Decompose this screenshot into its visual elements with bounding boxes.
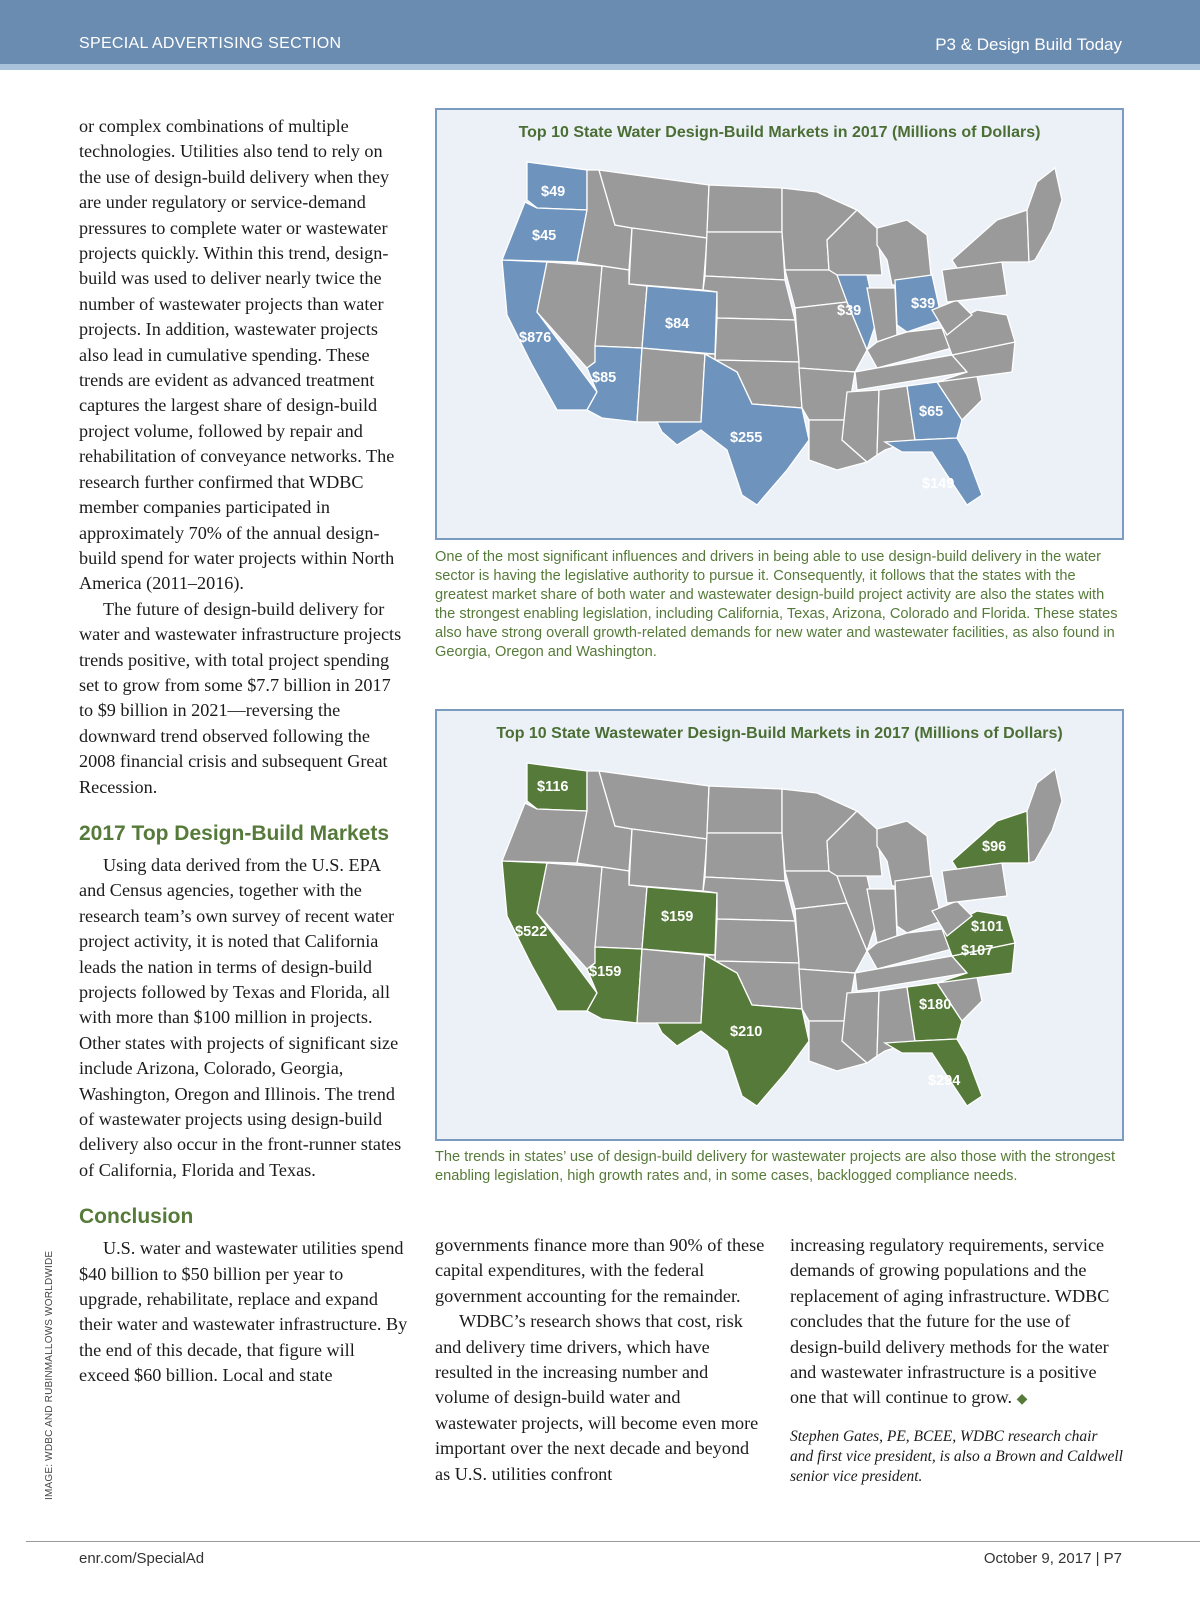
state-new-england xyxy=(1027,168,1062,262)
state-or xyxy=(502,803,587,863)
label-va: $101 xyxy=(971,919,1004,935)
state-pa xyxy=(942,863,1007,903)
state-nd xyxy=(707,786,782,833)
label-ga: $65 xyxy=(919,404,944,420)
map-caption: One of the most significant influences and drivers in being able to use design-build delivery in the water sector is having the legislative authority to pursue it. Consequently, it follows that the states with the greatest market share of both water and wastewater design-build project activity are also the states with the strongest enabling legislation, including California, Texas, Arizona, Colorado and Florida. These states also have strong overall growth-related demands for new water and wastewater facilities, as also found in Georgia, Oregon and Washington. xyxy=(435,549,1118,660)
section-label: SPECIAL ADVERTISING SECTION xyxy=(79,35,342,52)
state-ks xyxy=(715,318,799,362)
author-byline: Stephen Gates, PE, BCEE, WDBC research chair and first vice president, is also a Brown and Caldwell senior vice president. xyxy=(790,1427,1123,1485)
image-credit: IMAGE: WDBC AND RUBINMALLOWS WORLDWIDE xyxy=(44,1250,55,1500)
label-wa: $116 xyxy=(537,779,569,795)
body-text: increasing regulatory requirements, service demands of growing populations and the replacement of aging infrastructure. WDBC concludes that the future for the use of design-build delivery methods for the water and wastewater infrastructure is a positive one that will continue to grow. xyxy=(790,1235,1110,1408)
wastewater-map-figure xyxy=(435,709,1124,1141)
state-sd xyxy=(705,232,785,280)
footer-divider xyxy=(26,1541,1200,1542)
label-fl: $294 xyxy=(928,1073,961,1089)
state-sd xyxy=(705,833,785,881)
state-nd xyxy=(707,185,782,232)
state-ne xyxy=(703,877,795,921)
label-nc: $107 xyxy=(961,943,994,959)
state-new-england xyxy=(1027,769,1062,863)
label-wa: $49 xyxy=(541,184,566,200)
label-ny: $96 xyxy=(982,839,1007,855)
body-paragraph: governments finance more than 90% of these capital expenditures, with the federal government accounting for the remainder. xyxy=(435,1235,765,1306)
column-2 xyxy=(435,1233,765,1487)
end-mark-icon: ◆ xyxy=(1016,1392,1028,1408)
page-header xyxy=(0,0,1200,70)
footer-url: enr.com/SpecialAd xyxy=(79,1550,205,1567)
state-az xyxy=(587,947,642,1023)
map-caption: The trends in states’ use of design-build delivery for wastewater projects are also those with the strongest enabling legislation, high growth rates and, in some cases, backlogged compliance needs. xyxy=(435,1149,1116,1184)
section-heading: 2017 Top Design-Build Markets xyxy=(79,821,390,845)
label-ga: $180 xyxy=(919,997,952,1013)
body-paragraph xyxy=(790,1233,1123,1413)
label-tx: $255 xyxy=(730,430,763,446)
state-ne xyxy=(703,276,795,320)
body-paragraph: The future of design-build delivery for water and wastewater infrastructure projects trends positive, with total project spending set to grow from some $7.7 billion in 2017 to $9 billion in 2021—reversing the downward trend observed following the 2008 financial crisis and subsequent Great Recession. xyxy=(79,598,402,797)
water-map-figure xyxy=(435,108,1124,540)
label-az: $159 xyxy=(589,964,622,980)
column-1 xyxy=(79,114,409,1389)
state-oh xyxy=(895,876,942,933)
section-heading: Conclusion xyxy=(79,1205,194,1229)
publication-name: P3 & Design Build Today xyxy=(935,35,1122,54)
label-az: $85 xyxy=(592,370,617,386)
us-map xyxy=(437,110,1122,538)
label-ca: $876 xyxy=(519,330,552,346)
body-paragraph: Using data derived from the U.S. EPA and Census agencies, together with the research team’s own survey of recent water project activity, it is noted that California leads the nation in terms of design-build projects followed by Texas and Florida, all with more than $100 million in projects. Other states with projects of significant size include Arizona, Colorado, Georgia, Washington, Oregon and Illinois. The trend of wastewater projects using design-build delivery also occur in the front-runner states of California, Florida and Texas. xyxy=(79,854,402,1180)
body-paragraph: U.S. water and wastewater utilities spend $40 billion to $50 billion per year to upgrade, rehabilitate, replace and expand their water and wastewater infrastructure. By the end of this decade, that figure will exceed $60 billion. Local and state xyxy=(79,1238,408,1386)
label-ca: $522 xyxy=(515,924,548,940)
label-tx: $210 xyxy=(730,1024,763,1040)
body-paragraph: or complex combinations of multiple technologies. Utilities also tend to rely on the use of design-build delivery when they are under regulatory or service-demand pressures to complete water or wastewater projects quickly. Within this trend, design-build was used to deliver nearly twice the number of wastewater projects than water projects. In addition, wastewater projects also lead in cumulative spending. These trends are evident as advanced treatment captures the largest share of design-build project volume, followed by repair and rehabilitation of conveyance networks. The research further confirmed that WDBC member companies participated in approximately 70% of the annual design-build spend for water projects within North America (2011–2016). xyxy=(79,116,395,594)
label-il: $39 xyxy=(837,303,862,319)
label-fl: $149 xyxy=(922,476,955,492)
state-mi xyxy=(877,821,932,886)
state-fl xyxy=(885,438,982,505)
body-paragraph: WDBC’s research shows that cost, risk and delivery time drivers, which have resulted in the increasing number and volume of design-build water and wastewater projects, will become even more important over the next decade and beyond as U.S. utilities confront xyxy=(435,1311,759,1484)
map-title: Top 10 State Water Design-Build Markets in 2017 (Millions of Dollars) xyxy=(518,124,1041,141)
column-3 xyxy=(790,1233,1123,1487)
state-nm xyxy=(637,949,705,1023)
state-pa xyxy=(942,262,1007,302)
state-nm xyxy=(637,348,705,422)
footer-date-page: October 9, 2017 | P7 xyxy=(983,1550,1122,1567)
label-co: $84 xyxy=(665,316,690,332)
state-ny xyxy=(952,210,1029,268)
state-wy xyxy=(629,228,707,290)
map-title: Top 10 State Wastewater Design-Build Markets in 2017 (Millions of Dollars) xyxy=(496,725,1063,742)
label-co: $159 xyxy=(661,909,694,925)
state-ks xyxy=(715,919,799,963)
label-oh: $39 xyxy=(911,296,936,312)
us-map xyxy=(437,711,1122,1139)
state-mi xyxy=(877,220,932,285)
label-or: $45 xyxy=(532,228,557,244)
state-wy xyxy=(629,829,707,891)
